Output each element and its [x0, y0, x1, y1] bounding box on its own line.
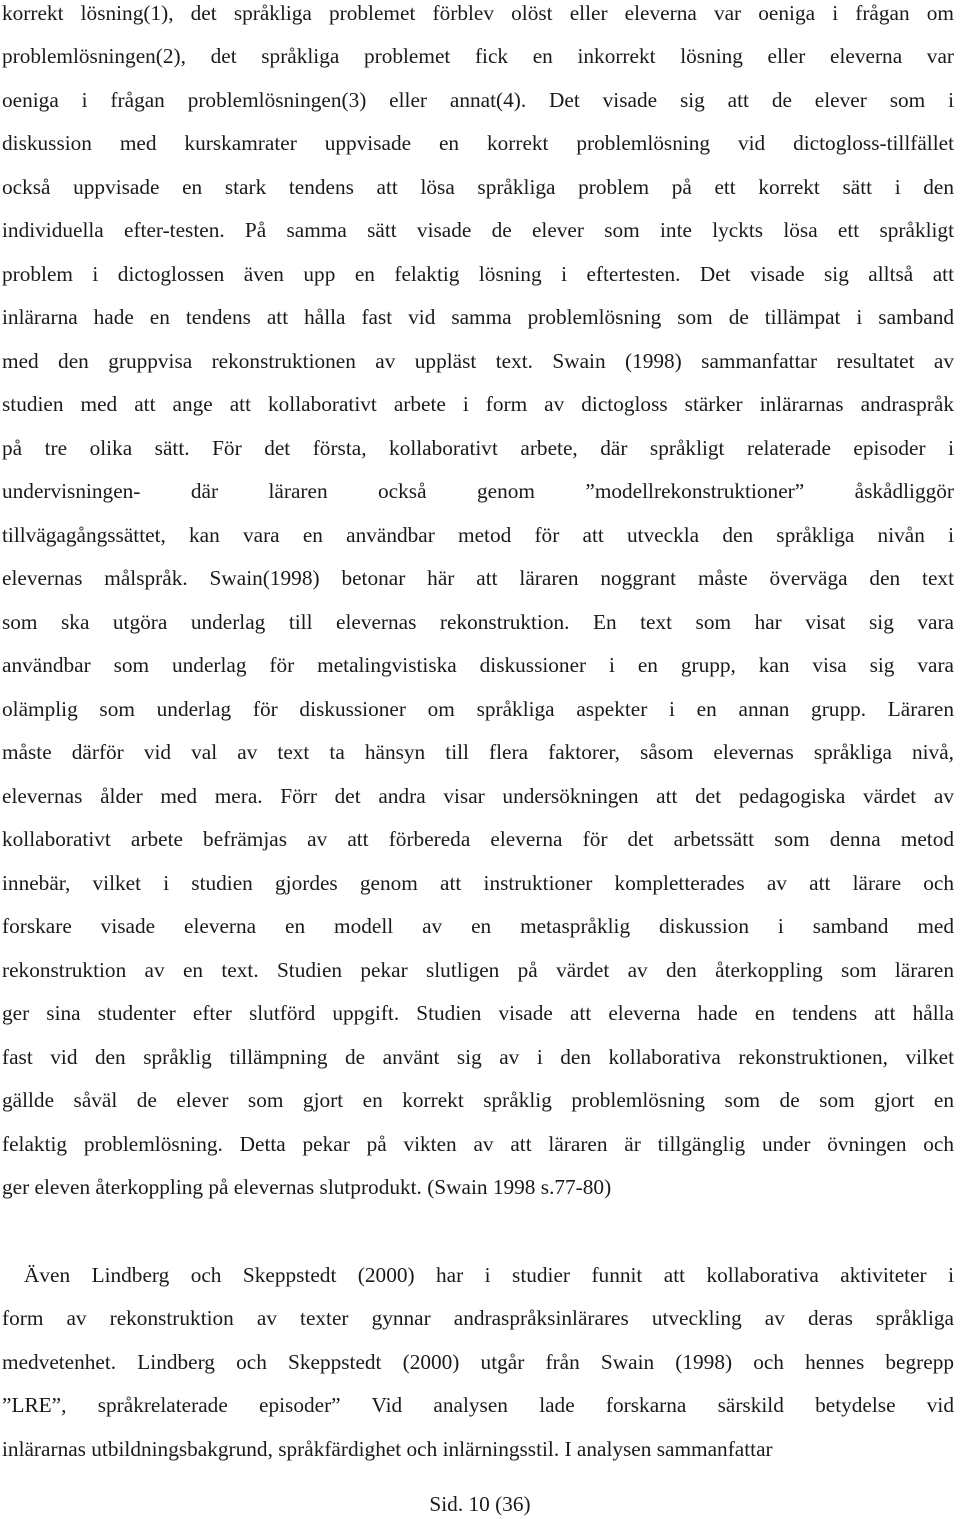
text-line: kollaborativt arbete befrämjas av att förbereda eleverna för det arbetssätt som denna metod: [2, 827, 954, 851]
text-line: diskussion med kurskamrater uppvisade en korrekt problemlösning vid dictogloss-tillfället: [2, 131, 954, 155]
text-line: ger eleven återkoppling på elevernas slutprodukt. (Swain 1998 s.77-80): [2, 1175, 612, 1199]
text-line: form av rekonstruktion av texter gynnar andraspråksinlärares utveckling av deras språkliga: [2, 1306, 954, 1330]
text-line: individuella efter-testen. På samma sätt visade de elever som inte lyckts lösa ett språkligt: [2, 218, 954, 242]
text-line: elevernas ålder med mera. Förr det andra visar undersökningen att det pedagogiska värdet av: [2, 784, 954, 808]
text-line: måste därför vid val av text ta hänsyn till flera faktorer, såsom elevernas språkliga nivå,: [2, 740, 954, 764]
text-line: forskare visade eleverna en modell av en metaspråklig diskussion i samband med: [2, 914, 954, 938]
text-line: problem i dictoglossen även upp en felaktig lösning i eftertesten. Det visade sig alltså att: [2, 262, 954, 286]
text-line: inlärarna hade en tendens att hålla fast vid samma problemlösning som de tillämpat i samband: [2, 305, 954, 329]
text-line: innebär, vilket i studien gjordes genom att instruktioner kompletterades av att lärare och: [2, 871, 954, 895]
text-line: gällde såväl de elever som gjort en korrekt språklig problemlösning som de som gjort en: [2, 1088, 954, 1112]
text-line: felaktig problemlösning. Detta pekar på vikten av att läraren är tillgänglig under övningen och: [2, 1132, 954, 1156]
text-line: också uppvisade en stark tendens att lösa språkliga problem på ett korrekt sätt i den: [2, 175, 954, 199]
text-line: korrekt lösning(1), det språkliga problemet förblev olöst eller eleverna var oeniga i frågan om: [2, 1, 954, 25]
text-line: användbar som underlag för metalingvistiska diskussioner i en grupp, kan visa sig vara: [2, 653, 954, 677]
text-line: studien med att ange att kollaborativt arbete i form av dictogloss stärker inlärarnas andraspråk: [2, 392, 954, 416]
text-line: med den gruppvisa rekonstruktionen av uppläst text. Swain (1998) sammanfattar resultatet av: [2, 349, 954, 373]
text-line: på tre olika sätt. För det första, kollaborativt arbete, där språkligt relaterade episoder i: [2, 436, 954, 460]
text-line: tillvägagångssättet, kan vara en användbar metod för att utveckla den språkliga nivån i: [2, 523, 954, 547]
text-line: ger sina studenter efter slutförd uppgift. Studien visade att eleverna hade en tendens att hålla: [2, 1001, 954, 1025]
text-line: Även Lindberg och Skeppstedt (2000) har i studier funnit att kollaborativa aktiviteter i: [24, 1263, 954, 1287]
text-line: undervisningen- där läraren också genom ”modellrekonstruktioner” åskådliggör: [2, 479, 954, 503]
text-line: olämplig som underlag för diskussioner om språkliga aspekter i en annan grupp. Läraren: [2, 697, 954, 721]
text-line: som ska utgöra underlag till elevernas rekonstruktion. En text som har visat sig vara: [2, 610, 954, 634]
text-line: oeniga i frågan problemlösningen(3) eller annat(4). Det visade sig att de elever som i: [2, 88, 954, 112]
text-line: inlärarnas utbildningsbakgrund, språkfärdighet och inlärningsstil. I analysen sammanfattar: [2, 1437, 773, 1461]
text-line: fast vid den språklig tillämpning de använt sig av i den kollaborativa rekonstruktionen, vilket: [2, 1045, 954, 1069]
text-line: medvetenhet. Lindberg och Skeppstedt (2000) utgår från Swain (1998) och hennes begrepp: [2, 1350, 954, 1374]
text-line: rekonstruktion av en text. Studien pekar slutligen på värdet av den återkoppling som läraren: [2, 958, 954, 982]
text-line: problemlösningen(2), det språkliga problemet fick en inkorrekt lösning eller eleverna var: [2, 44, 954, 68]
text-line: elevernas målspråk. Swain(1998) betonar här att läraren noggrant måste överväga den text: [2, 566, 954, 590]
text-line: ”LRE”, språkrelaterade episoder” Vid analysen lade forskarna särskild betydelse vid: [2, 1393, 954, 1417]
page-number: Sid. 10 (36): [429, 1492, 531, 1516]
